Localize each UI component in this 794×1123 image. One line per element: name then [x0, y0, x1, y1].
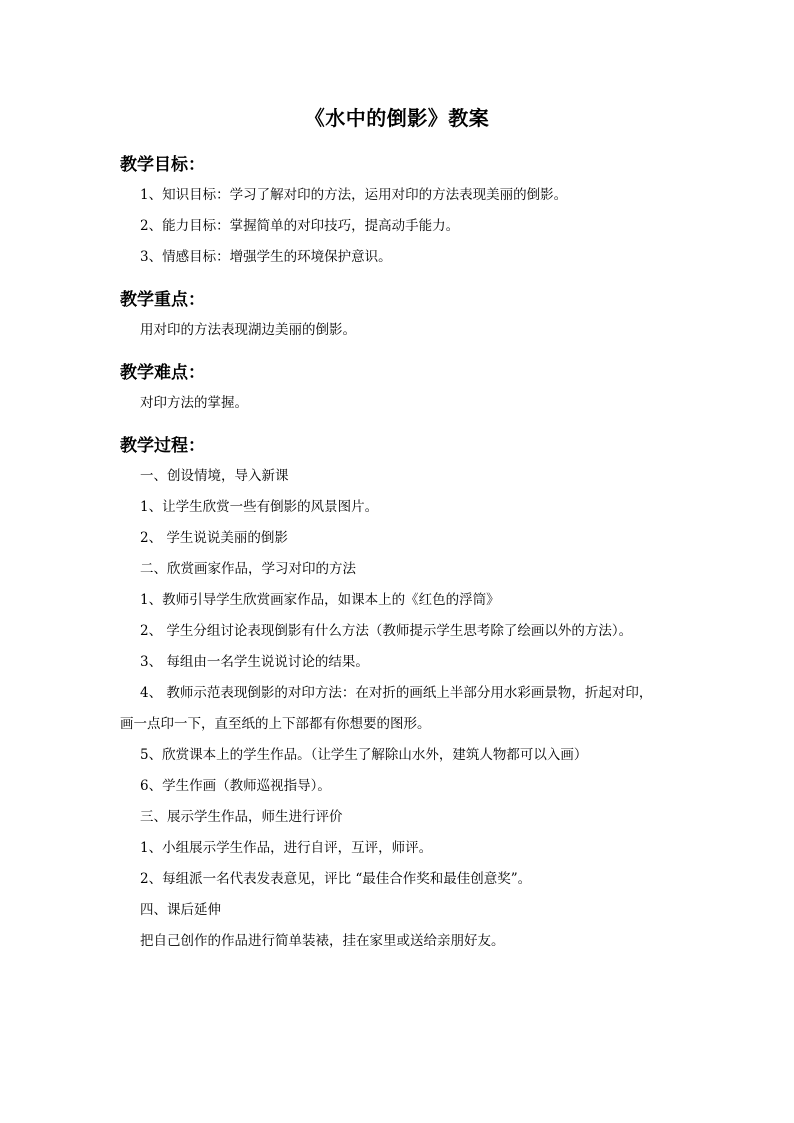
process-line-1: 一、创设情境，导入新课 — [140, 468, 289, 484]
document-title: 《水中的倒影》教案 — [304, 106, 490, 130]
key-point-text: 用对印的方法表现湖边美丽的倒影。 — [140, 322, 356, 338]
process-line-9: 画一点印一下，直至纸的上下部都有你想要的图形。 — [120, 716, 431, 732]
difficulty-text: 对印方法的掌握。 — [140, 395, 248, 411]
process-line-13: 1、小组展示学生作品，进行自评，互评，师评。 — [140, 840, 433, 856]
difficulty-heading: 教学难点： — [120, 363, 205, 383]
key-point-heading: 教学重点： — [120, 290, 205, 310]
process-line-11: 6、学生作画（教师巡视指导）。 — [140, 778, 331, 794]
process-line-3: 2、 学生说说美丽的倒影 — [140, 530, 288, 546]
process-line-16: 把自己创作的作品进行简单装裱，挂在家里或送给亲朋好友。 — [140, 933, 505, 949]
process-line-15: 四、课后延伸 — [140, 902, 221, 918]
goal-item-2: 2、能力目标：掌握简单的对印技巧，提高动手能力。 — [140, 218, 460, 234]
process-line-6: 2、 学生分组讨论表现倒影有什么方法（教师提示学生思考除了绘画以外的方法）。 — [140, 623, 633, 639]
process-line-14: 2、每组派一名代表发表意见，评比 “最佳合作奖和最佳创意奖”。 — [140, 871, 532, 887]
process-line-5: 1、教师引导学生欣赏画家作品，如课本上的《红色的浮筒》 — [140, 592, 500, 608]
process-line-2: 1、让学生欣赏一些有倒影的风景图片。 — [140, 499, 379, 515]
process-line-7: 3、 每组由一名学生说说讨论的结果。 — [140, 654, 369, 670]
goal-item-3: 3、情感目标：增强学生的环境保护意识。 — [140, 249, 392, 265]
goals-heading: 教学目标： — [120, 155, 205, 175]
goal-item-1: 1、知识目标：学习了解对印的方法，运用对印的方法表现美丽的倒影。 — [140, 187, 568, 203]
process-heading: 教学过程： — [120, 436, 205, 456]
process-line-4: 二、欣赏画家作品，学习对印的方法 — [140, 561, 356, 577]
process-line-10: 5、欣赏课本上的学生作品。（让学生了解除山水外，建筑人物都可以入画） — [140, 747, 588, 763]
process-line-12: 三、展示学生作品，师生进行评价 — [140, 809, 343, 825]
process-line-8: 4、 教师示范表现倒影的对印方法：在对折的画纸上半部分用水彩画景物，折起对印， — [140, 685, 653, 701]
